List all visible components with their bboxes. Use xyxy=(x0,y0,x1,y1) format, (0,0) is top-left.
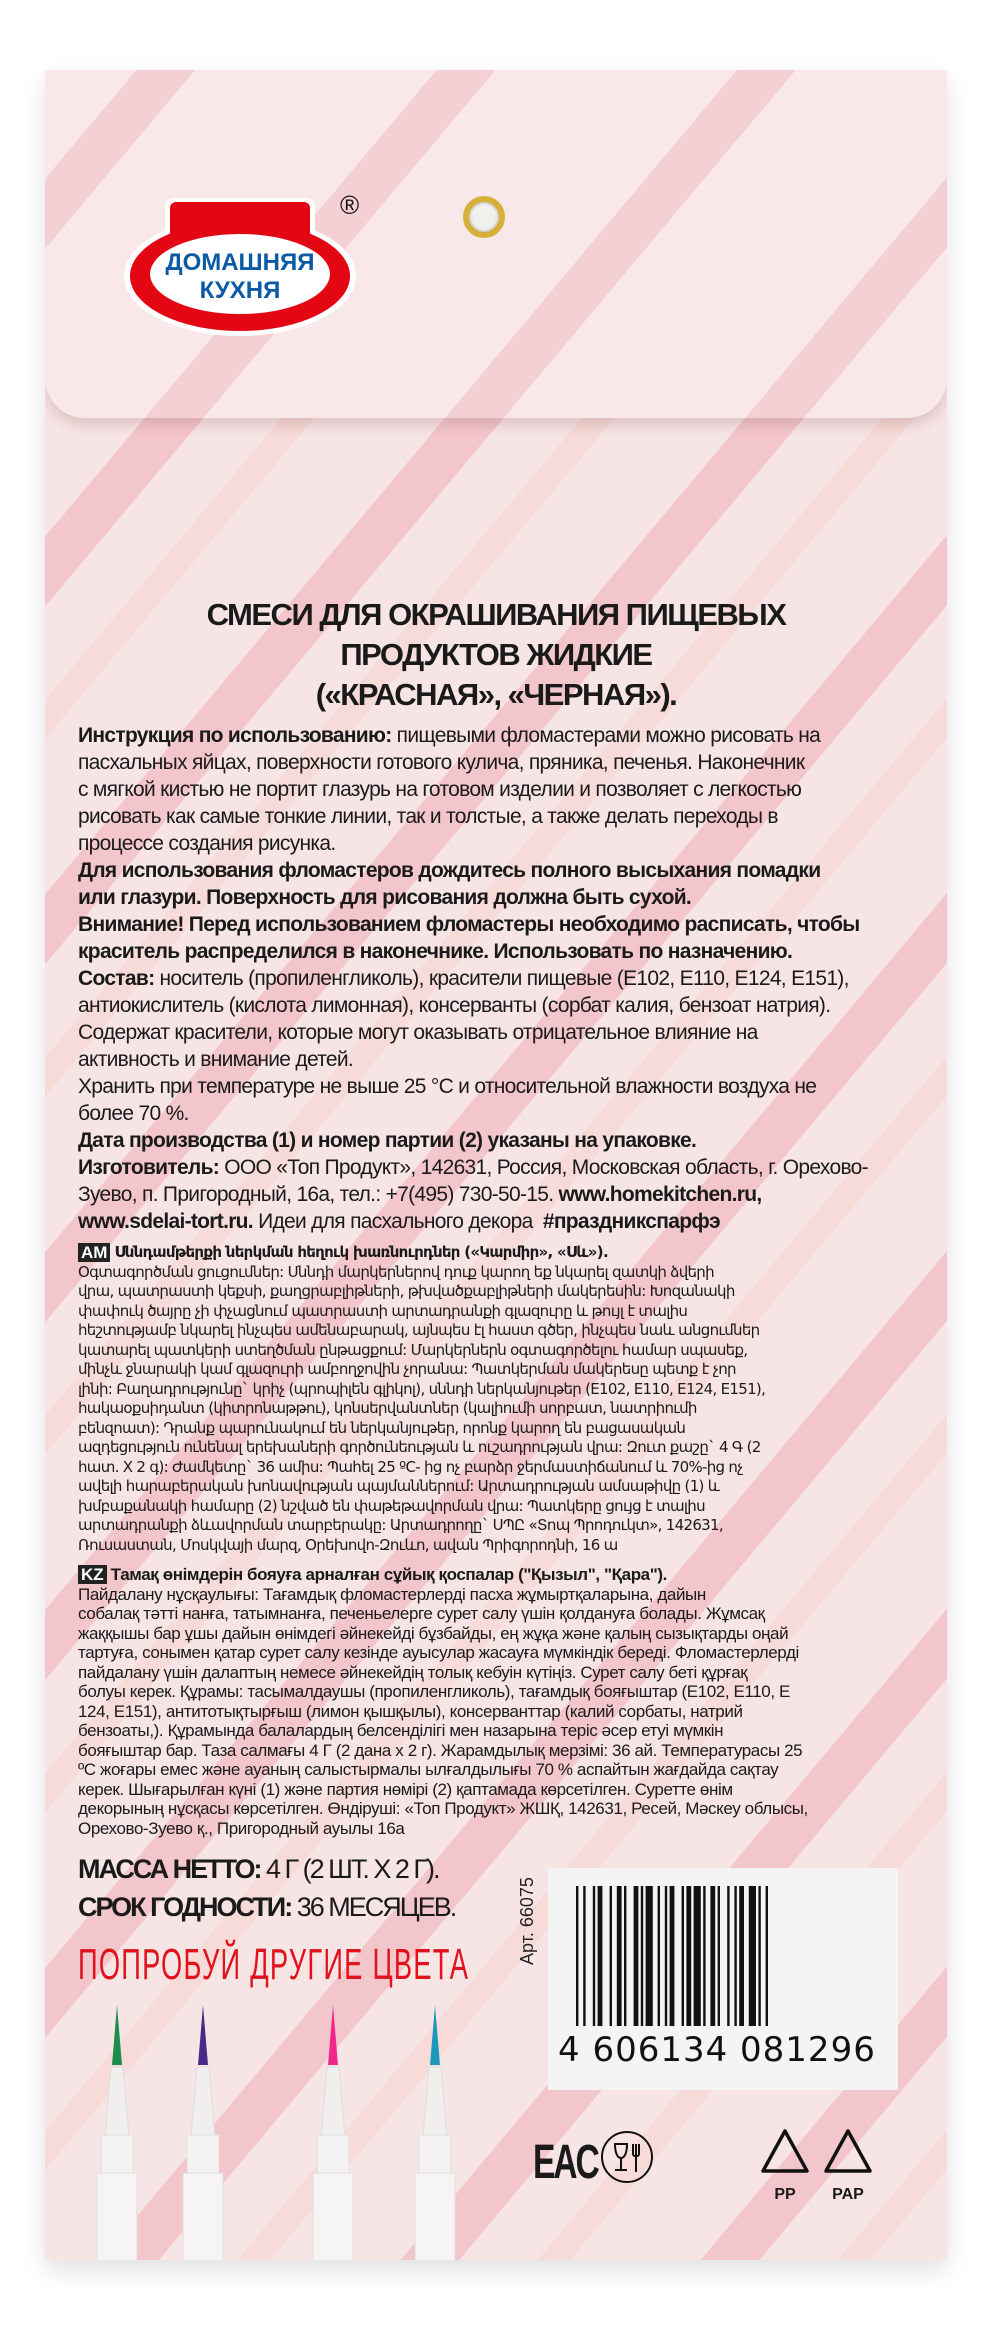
barcode-bar xyxy=(634,1886,639,2026)
barcode xyxy=(548,1868,898,2090)
barcode-bar xyxy=(718,1886,720,2026)
shelf-life-label: СРОК ГОДНОСТИ: xyxy=(78,1892,292,1922)
barcode-bar xyxy=(610,1886,612,2026)
recycle-pp xyxy=(757,2125,813,2215)
net-info xyxy=(78,1850,498,1926)
barcode-bar xyxy=(646,1886,653,2026)
kz-body: Пайдалану нұсқаулығы: Тағамдық фломастерлерді пасха жұмыртқаларына, дайын собалақ тәтті нанға, татымнанға, печеньелерге сурет салу үшін қолдануға болады. Жұмсақ жаққышы бар ұшы дайын өнімдегі әйнекейді бұзбайды, ең жұқа және қалың сызықтарды оңай тартуға, сонымен қатар сурет салу кезінде ауысулар жасауға мүмкіндік береді. Фломастерлерді пайдалану үшін далаптың немесе әйнекейдің толық кебуін күтіңіз. Сурет салу беті құрғақ болуы керек. Құрамы: тасымалдаушы (пропиленгликоль), тағамдық бояғыштар (E102, E110, E 124, E151), антитотықтырғыш (лимон қышқылы), консерванттар (калий сорбаты, натрий бензоаты,). Құрамында балалардың белсенділігі мен назарына теріс әсер етуі мүмкін бояғыштар бар. Таза салмағы 4 Г (2 дана х 2 г). Жарамдылық мерзімі: 36 ай. Температурасы 25 ºС жоғары емес және ауаның салыстырмалы ылғалдылығы 70 % аспайтын жағдайда сақтау керек. Шығарылған күні (1) және партия нөмірі (2) қаптамада көрсетілген. Суретте өнім декорының нұсқасы көрсетілген. Өндіруші: «Топ Продукт» ЖШҚ, 142631, Ресей, Мәскеу облысы, Орехово-Зуево қ., Пригородный ауылы 16а xyxy=(78,1584,808,1838)
composition-label: Состав: xyxy=(78,967,155,990)
mass-label: МАССА НЕТТО: xyxy=(78,1854,261,1884)
barcode-bar xyxy=(617,1886,622,2026)
barcode-bar xyxy=(624,1886,626,2026)
am-body: Օգտագործման ցուցումներ: Սննդի մարկերներով դուք կարող եք նկարել զատկի ձվերի վրա, պատրաստի կեքսի, քաղցրաբլիթների, թխվածքաբլիթների մակերեսին: Խոզանակի փափուկ ծայրը չի փչացնում պատրաստի արտադրանքի գլազուրը և թույլ է տալիս հեշտությամբ նկարել ինչպես ամենաբարակ, այնպես էլ հաստ գծեր, ինչպես նաև անցումներ կատարել պատկերի ստեղծման ընթացքում: Մարկերներն օգտագործելու համար սպասեք, մինչև ջնարակի կամ գլազուրի ամբողջովին չորանա: Պատկերման մակերեսը պետք է չոր լինի: Բաղադրությունը` կրիչ (պրոպիլեն գլիկոլ), սննդի ներկանյութեր (E102, E110, E124, E151), հակաօքսիդանտ (կիտրոնաթթու), կոնսերվանտներ (կալիումի սորբատ, նատրիումի բենզոատ): Դրանք պարունակում են ներկանյութեր, որոնք կարող են բացասական ազդեցություն ունենալ երեխաների գործունեության և ուշադրության վրա: Զուտ քաշը` 4 Գ (2 հատ. X 2 գ): Ժամկետը` 36 ամիս: Պահել 25 ºC- ից ոչ բարձր ջերմաստիճանում և 70%-ից ոչ ավելի հարաբերական խոնավության պայմաններում: Արտադրության ամսաթիվը (1) և խմբաքանակի համարը (2) նշված են փաթեթավորման վրա: Պատկերը ցույց է տալիս արտադրանքի ձևավորման տարբերակը: Արտադրողը` ՍՊԸ «Տոպ Պրոդուկտ», 142631, Ռուսաստան, Մոսկվայի մարզ, Օրեխովո-Զուևո, ավան Պրիգորոդնի, 16 ա xyxy=(78,1262,766,1554)
manufacturer-label: Изготовитель: xyxy=(78,1156,220,1179)
barcode-bar xyxy=(658,1886,660,2026)
hang-hole-icon xyxy=(463,196,505,238)
recycle-icon xyxy=(757,2125,813,2181)
ideas-text: Идеи для пасхального декора xyxy=(252,1210,543,1233)
barcode-bar xyxy=(739,1886,744,2026)
article-number: Арт. 66075 xyxy=(517,1877,537,1965)
barcode-bar xyxy=(641,1886,643,2026)
recycle-label: PP xyxy=(774,2186,796,2203)
registered-mark: ® xyxy=(340,190,360,220)
kz-heading: Тамақ өнімдерін бояуға арналған сұйық қоспалар ("Қызыл", "Қара"). xyxy=(110,1565,667,1584)
pen-tip xyxy=(198,2005,208,2065)
barcode-bars xyxy=(576,1886,876,2026)
barcode-bar xyxy=(665,1886,667,2026)
recycle-icon xyxy=(820,2125,876,2181)
barcode-bar xyxy=(583,1886,585,2026)
barcode-bar xyxy=(710,1886,715,2026)
barcode-bar xyxy=(727,1886,729,2026)
hashtag: #праздникспарфэ xyxy=(542,1210,720,1233)
barcode-bar xyxy=(593,1886,595,2026)
barcode-bar xyxy=(703,1886,705,2026)
barcode-bar xyxy=(734,1886,736,2026)
marker-pen xyxy=(307,2005,359,2260)
marker-pen xyxy=(409,2005,461,2260)
brand-logo xyxy=(120,188,360,338)
kazakh-text xyxy=(78,1565,938,1838)
russian-text xyxy=(78,722,938,1235)
lang-tag-kz: KZ xyxy=(78,1565,107,1584)
package-flap xyxy=(45,70,947,418)
drying-note: Для использования фломастеров дождитесь полного высыхания помадки или глазури. Поверхность для рисования должна быть сухой. xyxy=(78,859,821,909)
date-note: Дата производства (1) и номер партии (2) указаны на упаковке. xyxy=(78,1129,697,1152)
barcode-bar xyxy=(758,1886,760,2026)
barcode-bar xyxy=(576,1886,578,2026)
warning-note: Внимание! Перед использованием фломастеры необходимо расписать, чтобы краситель распределился в наконечнике. Использовать по назначению. xyxy=(78,913,860,963)
barcode-bar xyxy=(694,1886,701,2026)
armenian-text xyxy=(78,1243,938,1555)
barcode-bar xyxy=(766,1886,768,2026)
recycle-label: PAP xyxy=(832,2186,864,2203)
am-heading: Սննդամթերքի ներկման հեղուկ խառնուրդներ («Կարմիր», «Սև»). xyxy=(114,1243,608,1261)
pen-tip xyxy=(430,2005,440,2065)
barcode-bar xyxy=(749,1886,756,2026)
composition-text: носитель (пропиленгликоль), красители пищевые (E102, E110, E124, E151), антиокислитель (кислота лимонная), консерванты (сорбат калия, бензоат натрия). Содержат красители, которые могут оказывать отрицательное влияние на активность и внимание детей. xyxy=(78,967,849,1071)
lang-tag-am: AM xyxy=(78,1243,110,1262)
barcode-number: 4 606134 081296 xyxy=(558,2030,876,2070)
barcode-bar xyxy=(682,1886,684,2026)
eac-mark: EAC xyxy=(533,2136,598,2189)
marker-pen xyxy=(91,2005,143,2260)
package-back xyxy=(45,70,947,2260)
food-safe-icon xyxy=(600,2130,654,2184)
text-column xyxy=(78,722,938,1990)
shelf-life-value: 36 МЕСЯЦЕВ. xyxy=(291,1892,456,1922)
websites: www.homekitchen.ru, www.sdelai-tort.ru. xyxy=(78,1183,762,1233)
pen-tip xyxy=(328,2005,338,2065)
product-title: СМЕСИ ДЛЯ ОКРАШИВАНИЯ ПИЩЕВЫХ ПРОДУКТОВ ЖИДКИЕ («КРАСНАЯ», «ЧЕРНАЯ»). xyxy=(206,597,786,712)
instructions-label: Инструкция по использованию: xyxy=(78,724,392,747)
storage-text: Хранить при температуре не выше 25 °С и относительной влажности воздуха не более 70 %. xyxy=(78,1075,817,1125)
barcode-bar xyxy=(670,1886,675,2026)
mass-value: 4 Г (2 ШТ. Х 2 Г). xyxy=(260,1854,439,1884)
marker-pen xyxy=(177,2005,229,2260)
logo-text-2: КУХНЯ xyxy=(199,277,281,304)
recycle-pap xyxy=(820,2125,876,2215)
barcode-bar xyxy=(686,1886,691,2026)
try-other-colors: ПОПРОБУЙ ДРУГИЕ ЦВЕТА xyxy=(78,1940,470,1989)
instructions-text: пищевыми фломастерами можно рисовать на пасхальных яйцах, поверхности готового кулича, пряника, печенья. Наконечник с мягкой кистью не портит глазурь на готовом изделии и позволяет с легкостью рисовать как самые тонкие линии, так и толстые, а также делать переходы в процессе создания рисунка. xyxy=(78,724,821,855)
barcode-bar xyxy=(598,1886,603,2026)
logo-text-1: ДОМАШНЯЯ xyxy=(165,249,315,276)
pen-tip xyxy=(112,2005,122,2065)
manufacturer-text: ООО «Топ Продукт», 142631, Россия, Московская область, г. Орехово- Зуево, п. Пригородный, 16а, тел.: +7(495) 730-50-15. xyxy=(78,1156,868,1206)
